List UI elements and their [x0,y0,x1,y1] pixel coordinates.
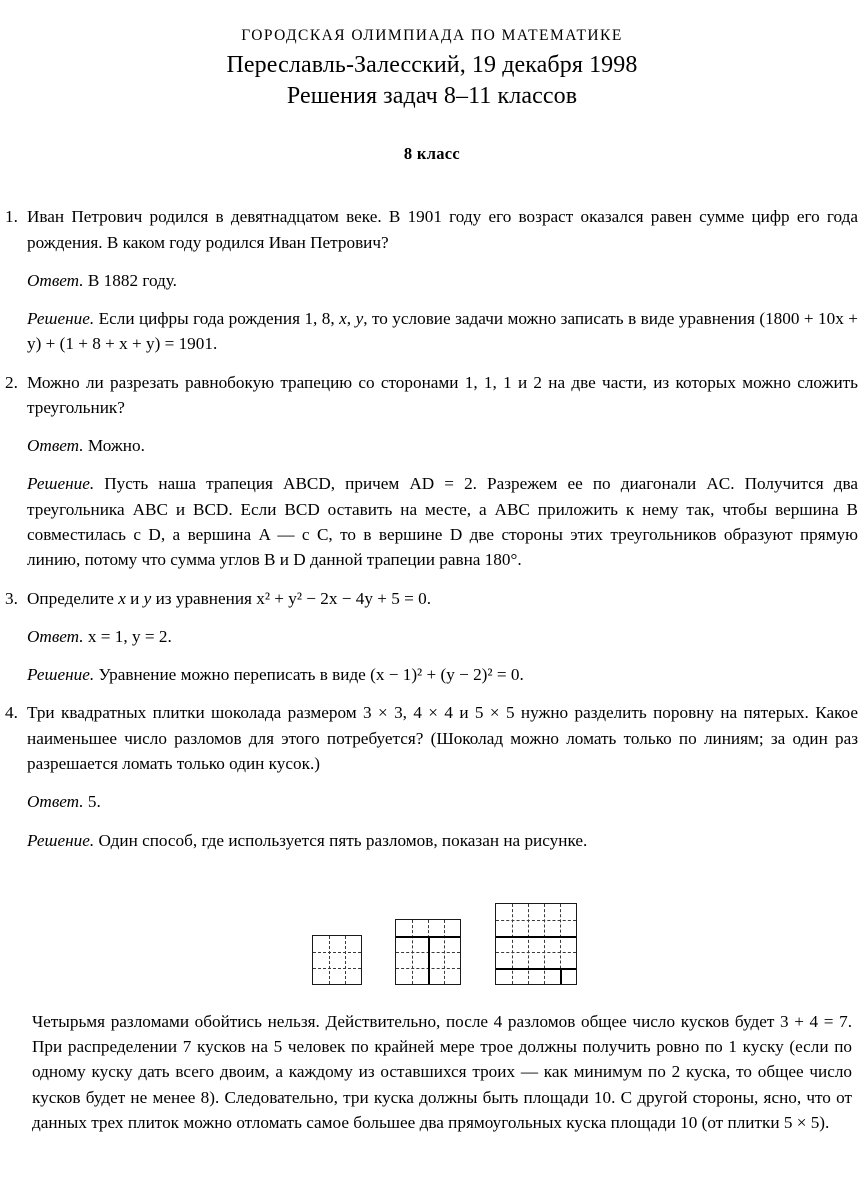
place-and-date: Переславль-Залесский, 19 декабря 1998 [226,52,638,79]
problem-3-var-x: x [118,588,126,608]
grid-line-horizontal [496,920,576,921]
problem-3-answer-label: Ответ. [27,626,84,646]
problem-4-solution-text: Один способ, где используется пять разломов, показан на рисунке. [98,830,588,850]
problem-2-number: 2. [5,372,18,392]
bar-3x3 [312,935,362,985]
problem-1-solution-text-a: Если цифры года рождения 1, 8, [98,309,340,329]
grid-line-vertical [528,904,529,984]
problem-1-answer-label: Ответ. [27,270,84,290]
problem-4-solution-block [27,828,858,853]
closing-paragraph-block [5,1009,858,1135]
problem-1-number: 1. [5,207,18,227]
grid-line-horizontal [313,952,361,953]
problem-4-statement: Три квадратных плитки шоколада размером 3 × 3, 4 × 4 и 5 × 5 нужно разделить поровну на пятерых. Какое наименьшее число разломов для этого потребуется? (Шоколад можно ломать только по линиям; за один раз разрешается ломать только один кусок.) [27,703,858,774]
problem-3-statement-mid: и [125,588,144,608]
problem-1-answer-text: В 1882 году. [87,270,177,290]
problem-4-answer-label: Ответ. [27,792,84,812]
problems-container [0,204,864,1135]
problem-1-var-x: x [339,309,347,329]
grade-heading: 8 класс [403,144,461,164]
grid-line-horizontal [496,952,576,953]
problem-4-answer-block [27,789,858,814]
problem-2-answer-label: Ответ. [27,436,84,456]
problem-2-answer-block [27,433,858,458]
problem-1-sep: , [346,309,356,329]
problem-1-answer-block [27,268,858,293]
problem-4 [5,700,858,852]
bar-4x4 [395,919,461,985]
grid-line-vertical [544,904,545,984]
grid-line-vertical [329,936,330,984]
problem-1-solution-text-b: , то условие задачи можно записать в виде уравнения [363,309,760,329]
problem-1 [5,204,858,356]
problem-3-answer-text: x = 1, y = 2. [87,626,172,646]
problem-2-solution-text: Пусть наша трапеция ABCD, причем AD = 2. Разрежем ее по диагонали AC. Получится два треугольника ABC и BCD. Если BCD оставить на месте, а ABC приложить к нему так, чтобы вершина B совместилась с D, а вершина A — с C, то в вершине D две стороны этих треугольников образуют прямую линию, потому что сумма углов B и D данной трапеции равна 180°. [27,474,858,570]
break-line-horizontal [496,936,576,938]
break-line-vertical [560,968,562,984]
bar-5x5 [495,903,577,985]
chocolate-bars-figure [5,879,858,987]
problem-2-solution-label: Решение. [27,474,95,494]
problem-3-equation: x² + y² − 2x − 4y + 5 = 0. [256,588,432,608]
problem-3-var-y: y [143,588,152,608]
problem-3-answer-block [27,624,858,649]
problem-1-solution-block [27,306,858,357]
break-line-vertical [428,936,430,984]
problem-3-statement-prefix: Определите [27,588,119,608]
problem-2-statement: Можно ли разрезать равнобокую трапецию со сторонами 1, 1, 1 и 2 на две части, из которых можно сложить треугольник? [27,372,858,417]
problem-2 [5,370,858,573]
problem-4-solution-label: Решение. [27,830,95,850]
problem-3 [5,586,858,688]
organization-title: ГОРОДСКАЯ ОЛИМПИАДА ПО МАТЕМАТИКЕ [241,27,623,44]
document-header [0,0,864,112]
problem-1-var-y: y [355,309,364,329]
break-line-horizontal [496,968,576,970]
grid-line-horizontal [313,968,361,969]
problem-3-solution-equation: (x − 1)² + (y − 2)² = 0. [370,665,524,685]
grid-line-vertical [512,904,513,984]
problem-4-answer-text: 5. [87,792,101,812]
document-title: Решения задач 8–11 классов [286,83,578,110]
problem-3-solution-label: Решение. [27,665,95,685]
problem-1-statement: Иван Петрович родился в девятнадцатом веке. В 1901 году его возраст оказался равен сумме цифр его года рождения. В каком году родился Иван Петрович? [27,207,858,252]
problem-2-solution-block [27,471,858,572]
problem-3-statement-suffix: из уравнения [151,588,257,608]
problem-1-solution-label: Решение. [27,309,95,329]
closing-paragraph: Четырьмя разломами обойтись нельзя. Действительно, после 4 разломов общее число кусков будет 3 + 4 = 7. При распределении 7 кусков на 5 человек по крайней мере трое должны получить ровно по 1 куску (если по одному куску дать всего двоим, а каждому из оставшихся троих — как минимум по 2 куска, то общее число кусков будет не менее 8). Следовательно, три куска должны быть площади 10. С другой стороны, ясно, что от данных трех плиток можно отломать самое большее два прямоугольных куска площади 10 (от плитки 5 × 5). [32,1011,852,1132]
problem-2-answer-text: Можно. [87,436,145,456]
chocolate-bars-host [5,879,864,987]
problem-1-equation: (1800 + 10x + y) + (1 + 8 + x + y) = 1901. [27,309,858,354]
problem-4-number: 4. [5,703,18,723]
problem-3-number: 3. [5,588,18,608]
problem-3-solution-text: Уравнение можно переписать в виде [98,665,371,685]
grid-line-vertical [345,936,346,984]
problem-3-solution-block [27,662,858,687]
